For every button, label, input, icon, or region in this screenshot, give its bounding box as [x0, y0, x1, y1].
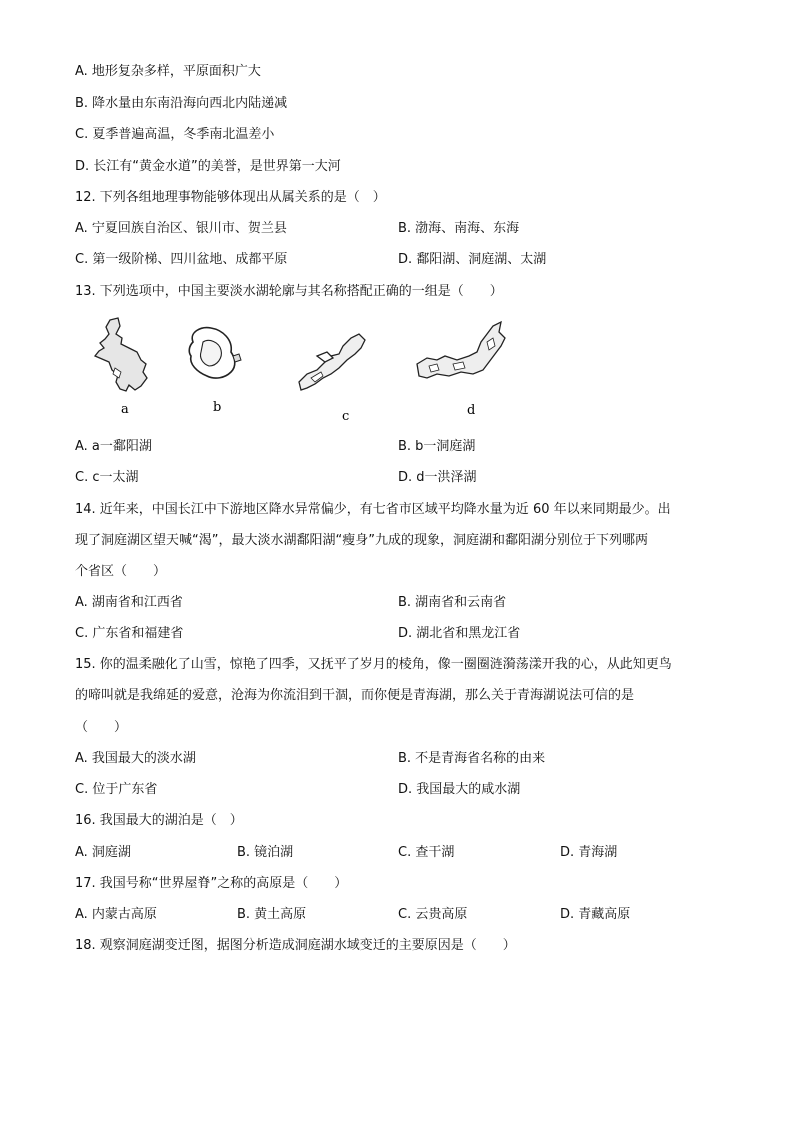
- q15-stem-line-3: （ ）: [75, 720, 128, 735]
- q15-option-c[interactable]: C. 位于广东省: [75, 782, 158, 797]
- q16-option-d[interactable]: D. 青海湖: [560, 845, 618, 860]
- q14-stem-line-1: 14. 近年来，中国长江中下游地区降水异常偏少，有七省市区域平均降水量为近 60 年以来同期最少。出: [75, 502, 671, 517]
- q14-option-a[interactable]: A. 湖南省和江西省: [75, 595, 183, 610]
- q12-option-d[interactable]: D. 鄱阳湖、洞庭湖、太湖: [398, 252, 547, 267]
- lake-outline-a: [95, 318, 147, 391]
- q15-stem-line-2: 的啼叫就是我绵延的爱意，沧海为你流泪到干涸，而你便是青海湖，那么关于青海湖说法可信的是: [75, 688, 635, 703]
- lake-outline-c: [299, 334, 365, 390]
- q12-option-c[interactable]: C. 第一级阶梯、四川盆地、成都平原: [75, 252, 288, 267]
- q13-stem: 13. 下列选项中，中国主要淡水湖轮廓与其名称搭配正确的一组是（ ）: [75, 284, 503, 299]
- q15-option-b[interactable]: B. 不是青海省名称的由来: [398, 751, 546, 766]
- q16-stem: 16. 我国最大的湖泊是（ ）: [75, 813, 243, 828]
- lake-outlines-svg: [85, 312, 525, 427]
- q14-option-c[interactable]: C. 广东省和福建省: [75, 626, 184, 641]
- q12-option-a[interactable]: A. 宁夏回族自治区、银川市、贺兰县: [75, 221, 287, 236]
- lake-outline-d: [417, 322, 505, 378]
- q16-option-b[interactable]: B. 镜泊湖: [237, 845, 294, 860]
- q15-stem-line-1: 15. 你的温柔融化了山雪，惊艳了四季，又抚平了岁月的棱角，像一圈圈涟漪荡漾开我的心，从此知更鸟: [75, 657, 672, 672]
- lake-outline-figure: [85, 312, 525, 427]
- q12-option-b[interactable]: B. 渤海、南海、东海: [398, 221, 520, 236]
- q16-option-a[interactable]: A. 洞庭湖: [75, 845, 131, 860]
- q14-option-b[interactable]: B. 湖南省和云南省: [398, 595, 507, 610]
- q11-option-b[interactable]: B. 降水量由东南沿海向西北内陆递减: [75, 96, 288, 111]
- figure-label-c: c: [342, 409, 350, 424]
- q18-stem: 18. 观察洞庭湖变迁图，据图分析造成洞庭湖水域变迁的主要原因是（ ）: [75, 938, 516, 953]
- q11-option-c[interactable]: C. 夏季普遍高温，冬季南北温差小: [75, 127, 275, 142]
- q16-option-c[interactable]: C. 查干湖: [398, 845, 455, 860]
- q13-option-c[interactable]: C. c一太湖: [75, 470, 139, 485]
- q13-option-d[interactable]: D. d一洪泽湖: [398, 470, 477, 485]
- q14-option-d[interactable]: D. 湖北省和黑龙江省: [398, 626, 521, 641]
- q11-option-d[interactable]: D. 长江有“黄金水道”的美誉，是世界第一大河: [75, 159, 341, 174]
- q14-stem-line-2: 现了洞庭湖区望天喊“渴”，最大淡水湖鄱阳湖“瘦身”九成的现象，洞庭湖和鄱阳湖分别位于下列哪两: [75, 533, 648, 548]
- q11-option-a[interactable]: A. 地形复杂多样，平原面积广大: [75, 64, 261, 79]
- q17-option-c[interactable]: C. 云贵高原: [398, 907, 468, 922]
- q17-option-d[interactable]: D. 青藏高原: [560, 907, 631, 922]
- q15-option-d[interactable]: D. 我国最大的咸水湖: [398, 782, 521, 797]
- q17-stem: 17. 我国号称“世界屋脊”之称的高原是（ ）: [75, 876, 348, 891]
- lake-outline-b: [189, 328, 241, 378]
- q15-option-a[interactable]: A. 我国最大的淡水湖: [75, 751, 196, 766]
- figure-label-b: b: [213, 400, 222, 415]
- q14-stem-line-3: 个省区（ ）: [75, 564, 167, 579]
- q13-option-a[interactable]: A. a一鄱阳湖: [75, 439, 152, 454]
- figure-label-d: d: [467, 403, 476, 418]
- q12-stem: 12. 下列各组地理事物能够体现出从属关系的是（ ）: [75, 190, 386, 205]
- figure-label-a: a: [121, 402, 129, 417]
- q17-option-a[interactable]: A. 内蒙古高原: [75, 907, 157, 922]
- q13-option-b[interactable]: B. b一洞庭湖: [398, 439, 476, 454]
- q17-option-b[interactable]: B. 黄土高原: [237, 907, 307, 922]
